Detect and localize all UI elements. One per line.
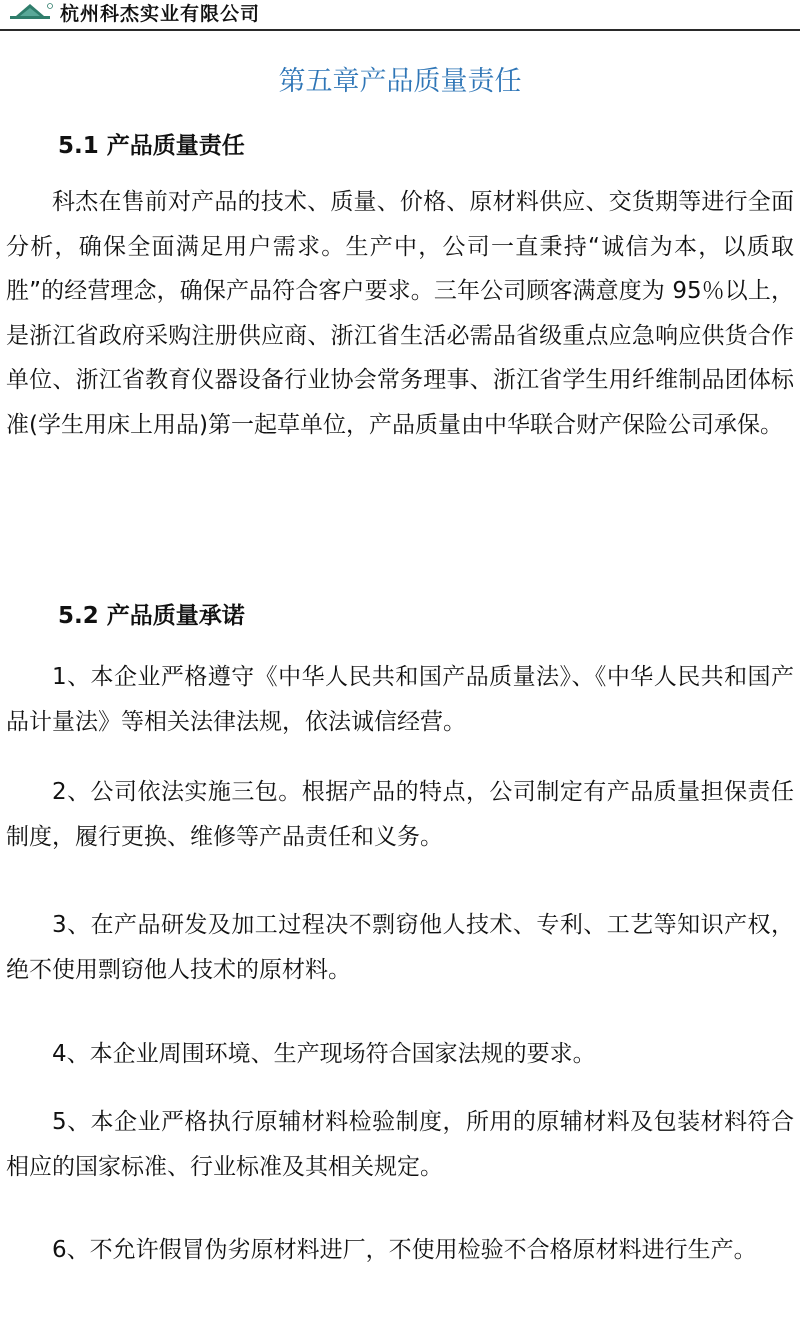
commitment-item-5: 5、本企业严格执行原辅材料检验制度，所用的原辅材料及包装材料符合相应的国家标准、行业标准及其相关规定。	[6, 1109, 794, 1180]
commitment-item-3: 3、在产品研发及加工过程决不剽窃他人技术、专利、工艺等知识产权，绝不使用剽窃他人技术的原材料。	[6, 912, 794, 983]
page-header	[0, 0, 800, 30]
company-name: 杭州科杰实业有限公司	[60, 3, 261, 25]
company-logo-icon	[6, 2, 54, 26]
commitment-item-2: 2、公司依法实施三包。根据产品的特点，公司制定有产品质量担保责任制度，履行更换、维修等产品责任和义务。	[6, 779, 794, 850]
chapter-title: 第五章产品质量责任	[278, 66, 522, 97]
commitment-item-4: 4、本企业周围环境、生产现场符合国家法规的要求。	[52, 1041, 596, 1067]
commitment-item-6: 6、不允许假冒伪劣原材料进厂，不使用检验不合格原材料进行生产。	[52, 1237, 757, 1263]
section-5-1-paragraph: 科杰在售前对产品的技术、质量、价格、原材料供应、交货期等进行全面分析，确保全面满足用户需求。生产中，公司一直秉持“诚信为本，以质取胜”的经营理念，确保产品符合客户要求。三年公司顾客满意度为 95％以上，是浙江省政府采购注册供应商、浙江省生活必需品省级重点应急响应供货合作单位、浙江省教育仪器设备行业协会常务理事、浙江省学生用纤维制品团体标准(学生用床上用品)第一起草单位，产品质量由中华联合财产保险公司承保。	[6, 189, 794, 438]
header-divider	[0, 29, 800, 31]
section-heading-5-2: 5.2 产品质量承诺	[58, 603, 245, 629]
section-heading-5-1: 5.1 产品质量责任	[58, 133, 245, 159]
commitment-item-1: 1、本企业严格遵守《中华人民共和国产品质量法》、《中华人民共和国产品计量法》等相关法律法规，依法诚信经营。	[6, 664, 794, 735]
